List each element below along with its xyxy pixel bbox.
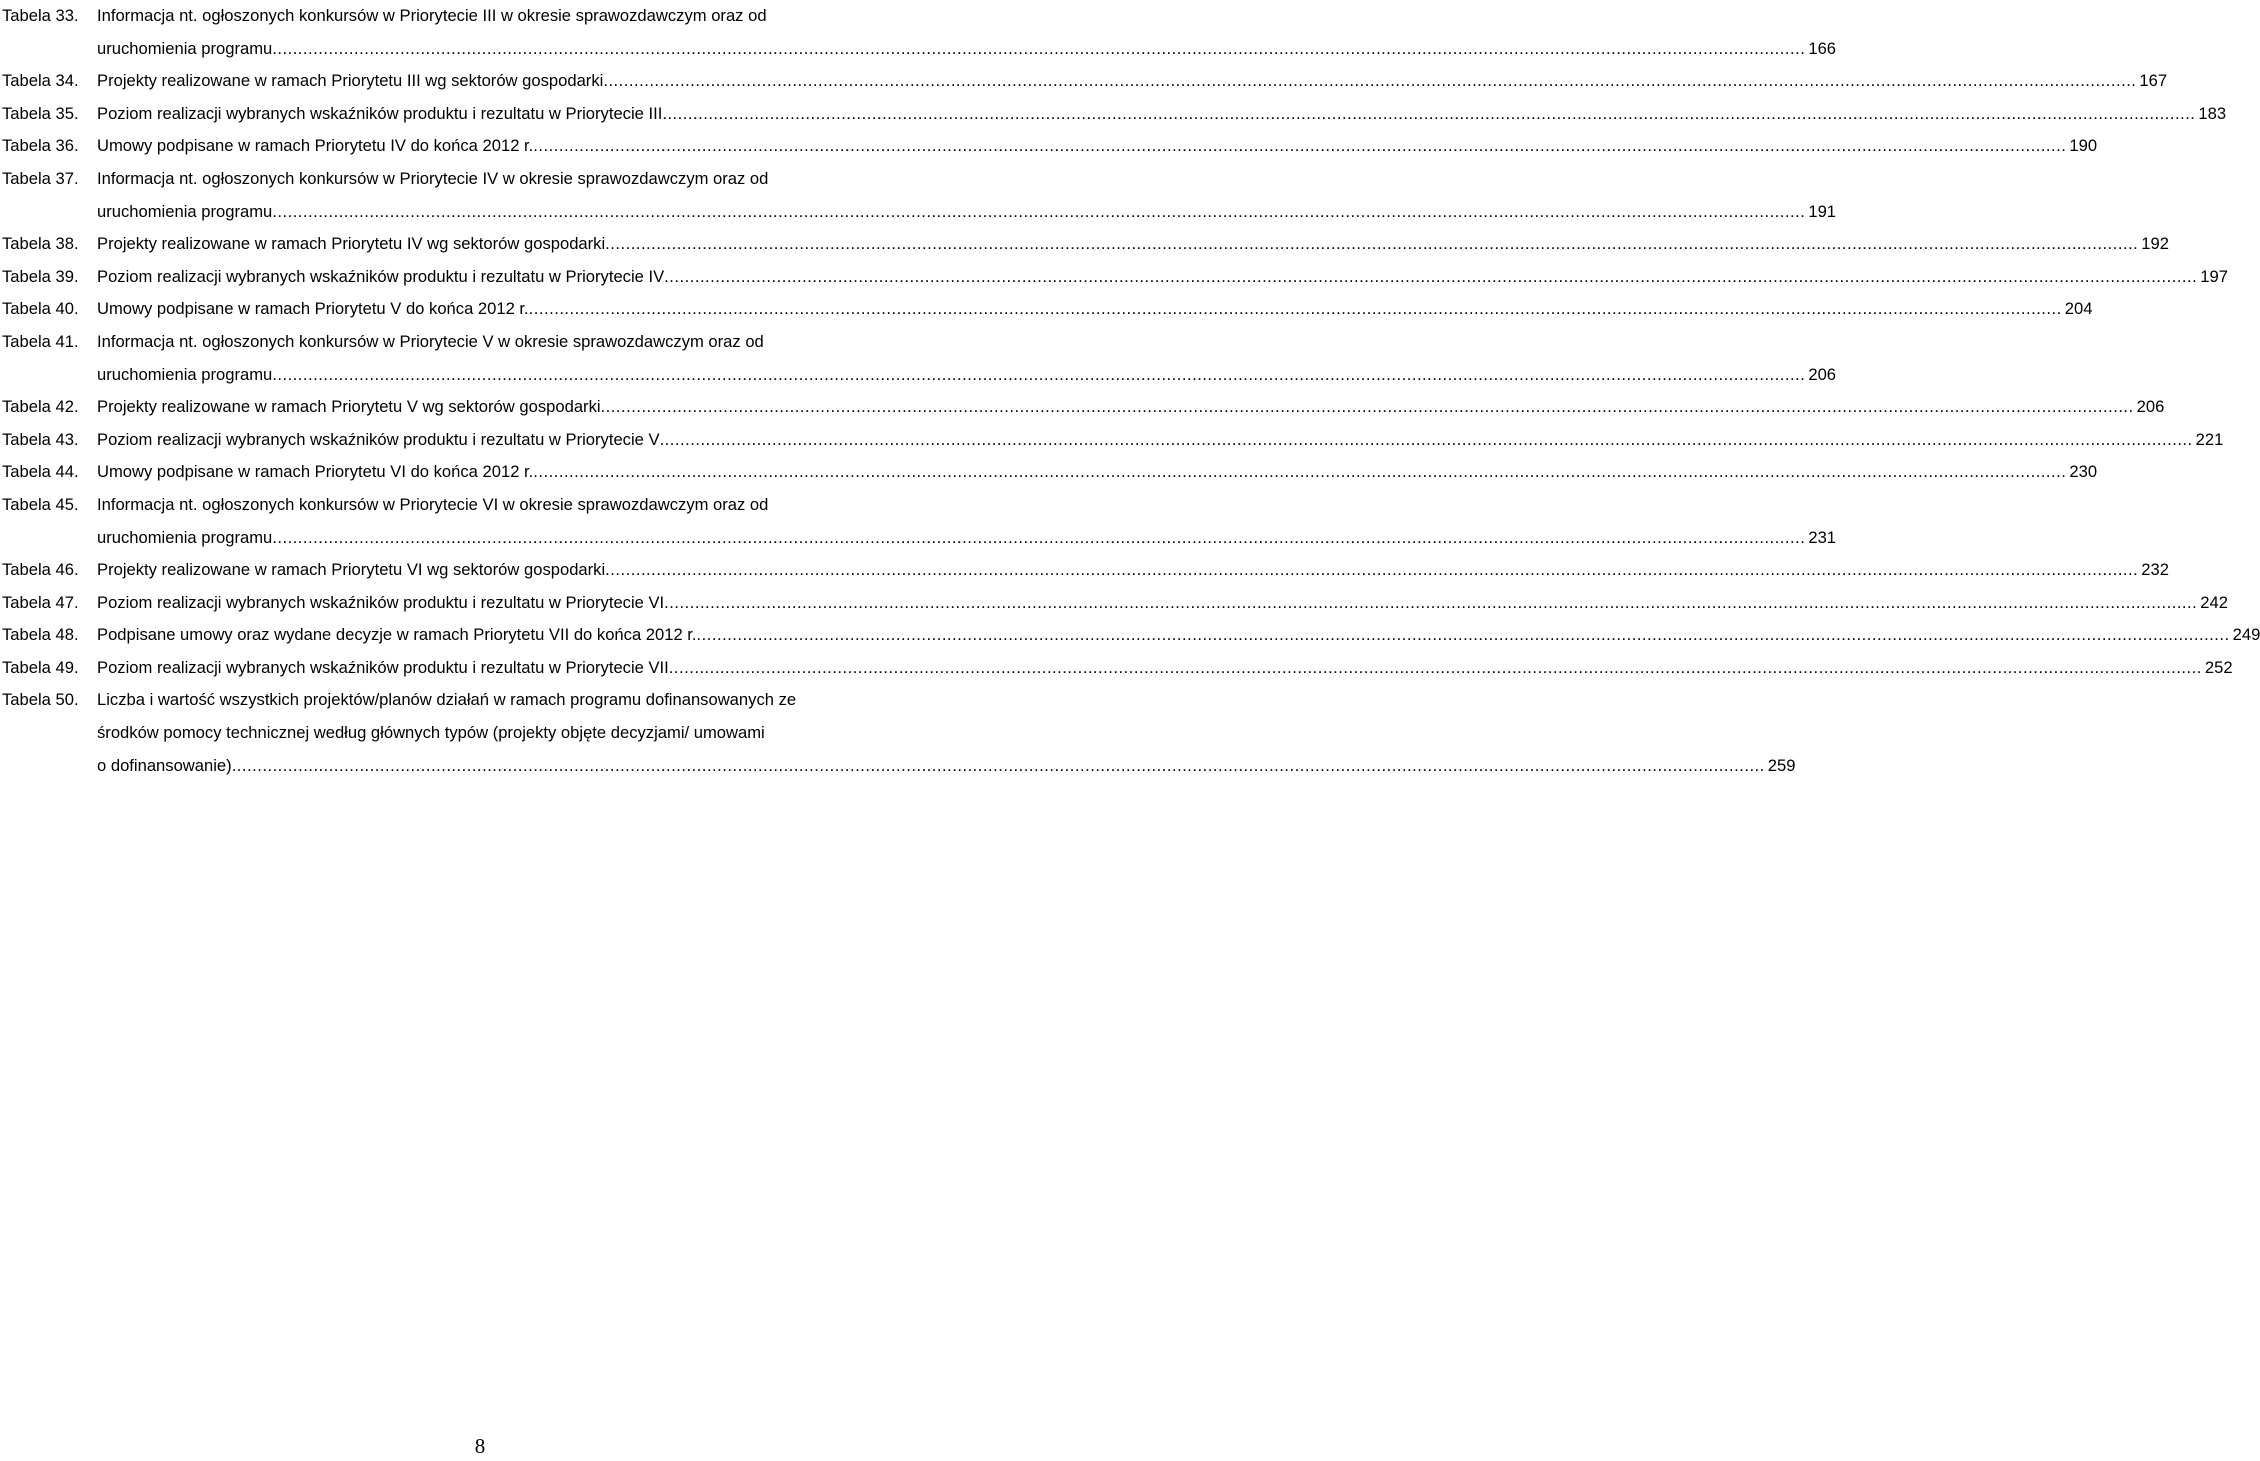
toc-entry-title xyxy=(97,261,2228,294)
toc-entry-title xyxy=(97,98,2227,131)
toc-entry-title xyxy=(97,424,2224,457)
toc-entry-title xyxy=(97,489,1837,554)
toc-entry[interactable] xyxy=(0,587,2228,620)
toc-entry-title-line: Poziom realizacji wybranych wskaźników produktu i rezultatu w Priorytecie IV xyxy=(97,266,665,286)
toc-entry-label: Tabela 36. xyxy=(2,136,79,156)
toc-entry-last-line xyxy=(97,130,2098,163)
toc-entry-title xyxy=(97,228,2169,261)
toc-entry-label: Tabela 38. xyxy=(2,234,79,254)
toc-entry-title-line: Projekty realizowane w ramach Priorytetu IV wg sektorów gospodarki xyxy=(97,234,606,254)
dot-leader: ............................................................................................................................................................................................................................................................................................................ xyxy=(533,136,2067,156)
toc-entry[interactable] xyxy=(0,652,2233,685)
toc-entry[interactable] xyxy=(0,489,1837,554)
toc-entry[interactable] xyxy=(0,424,2224,457)
toc-entry-title xyxy=(97,326,1837,391)
toc-entry-title-line: Poziom realizacji wybranych wskaźników produktu i rezultatu w Priorytecie VI xyxy=(97,592,665,612)
dot-leader: ............................................................................................................................................................................................................................................................................................................ xyxy=(528,299,2062,319)
toc-entry[interactable] xyxy=(0,326,1837,391)
toc-entry-last-line xyxy=(97,554,2169,587)
dot-leader: ............................................................................................................................................................................................................................................................................................................ xyxy=(605,560,2139,580)
toc-entry-title xyxy=(97,130,2098,163)
toc-entry[interactable] xyxy=(0,456,2098,489)
toc-entry-title-line: Projekty realizowane w ramach Priorytetu VI wg sektorów gospodarki xyxy=(97,560,606,580)
toc-entry-last-line xyxy=(97,65,2168,98)
toc-entry-page-number: 206 xyxy=(2136,397,2165,417)
toc-entry-page-number: 242 xyxy=(2200,592,2228,612)
toc-entry-title xyxy=(97,293,2093,326)
toc-entry-last-line xyxy=(97,293,2093,326)
toc-entry[interactable] xyxy=(0,261,2228,294)
toc-entry-title-line: uruchomienia programu xyxy=(97,201,273,221)
toc-entry-page-number: 259 xyxy=(1767,755,1796,775)
toc-entry-page-number: 231 xyxy=(1808,527,1837,547)
toc-entry-title-line: uruchomienia programu xyxy=(97,527,273,547)
toc-entry-label: Tabela 45. xyxy=(2,494,79,514)
toc-entry-title xyxy=(97,163,1837,228)
toc-entry-last-line xyxy=(97,391,2165,424)
dot-leader: ............................................................................................................................................................................................................................................................................................................ xyxy=(605,234,2139,254)
toc-entry-label: Tabela 44. xyxy=(2,462,79,482)
toc-entry-page-number: 192 xyxy=(2141,234,2169,254)
dot-leader: ............................................................................................................................................................................................................................................................................................................ xyxy=(272,201,1806,221)
dot-leader: ............................................................................................................................................................................................................................................................................................................ xyxy=(664,592,2198,612)
toc-entry-page-number: 230 xyxy=(2069,462,2098,482)
toc-entry-last-line xyxy=(97,196,1837,229)
toc-entry-title-line: Poziom realizacji wybranych wskaźników produktu i rezultatu w Priorytecie VII xyxy=(97,657,669,677)
dot-leader: ............................................................................................................................................................................................................................................................................................................ xyxy=(664,266,2198,286)
toc-entry-last-line xyxy=(97,619,2260,652)
dot-leader: ............................................................................................................................................................................................................................................................................................................ xyxy=(533,462,2067,482)
toc-entry-last-line xyxy=(97,98,2227,131)
toc-entry-title xyxy=(97,652,2233,685)
toc-entry-page-number: 221 xyxy=(2195,429,2224,449)
toc-entry-page-number: 197 xyxy=(2200,266,2228,286)
dot-leader: ............................................................................................................................................................................................................................................................................................................ xyxy=(662,103,2196,123)
dot-leader: ............................................................................................................................................................................................................................................................................................................ xyxy=(696,625,2230,645)
toc-entry[interactable] xyxy=(0,228,2169,261)
toc-entry-label: Tabela 34. xyxy=(2,71,79,91)
toc-entry-page-number: 206 xyxy=(1808,364,1837,384)
toc-entry-title-line: Umowy podpisane w ramach Priorytetu VI do końca 2012 r. xyxy=(97,462,534,482)
toc-entry-last-line xyxy=(97,228,2169,261)
toc-entry-last-line xyxy=(97,456,2098,489)
toc-entry-page-number: 232 xyxy=(2141,560,2169,580)
toc-entry-last-line xyxy=(97,424,2224,457)
dot-leader: ............................................................................................................................................................................................................................................................................................................ xyxy=(603,71,2137,91)
toc-entry[interactable] xyxy=(0,98,2227,131)
toc-entry-title xyxy=(97,619,2260,652)
toc-entry-last-line xyxy=(97,359,1837,392)
toc-entry-last-line xyxy=(97,522,1837,555)
toc-entry[interactable] xyxy=(0,684,1796,782)
toc-entry-label: Tabela 49. xyxy=(2,657,79,677)
toc-entry[interactable] xyxy=(0,163,1837,228)
toc-entry-label: Tabela 42. xyxy=(2,397,79,417)
toc-entry-title-line: Informacja nt. ogłoszonych konkursów w Priorytecie V w okresie sprawozdawczym oraz od xyxy=(97,331,764,351)
toc-entry-label: Tabela 33. xyxy=(2,6,79,25)
toc-entry-label: Tabela 50. xyxy=(2,690,79,710)
toc-entry-page-number: 204 xyxy=(2064,299,2093,319)
toc-entry[interactable] xyxy=(0,0,1837,65)
toc-entry-page-number: 191 xyxy=(1808,201,1837,221)
toc-entry[interactable] xyxy=(0,293,2093,326)
toc-entry-title-line: Podpisane umowy oraz wydane decyzje w ramach Priorytetu VII do końca 2012 r. xyxy=(97,625,697,645)
dot-leader: ............................................................................................................................................................................................................................................................................................................ xyxy=(272,38,1806,58)
toc-entry-title xyxy=(97,587,2228,620)
dot-leader: ............................................................................................................................................................................................................................................................................................................ xyxy=(668,657,2202,677)
toc-entry-title-line: Informacja nt. ogłoszonych konkursów w Priorytecie VI w okresie sprawozdawczym oraz od xyxy=(97,494,769,514)
toc-entry-page-number: 166 xyxy=(1808,38,1837,58)
toc-entry-label: Tabela 46. xyxy=(2,560,79,580)
dot-leader: ............................................................................................................................................................................................................................................................................................................ xyxy=(272,527,1806,547)
toc-entry-title xyxy=(97,684,1796,782)
toc-entry-label: Tabela 48. xyxy=(2,625,79,645)
toc-entry-label: Tabela 41. xyxy=(2,331,79,351)
toc-entry-label: Tabela 37. xyxy=(2,168,79,188)
toc-entry-last-line xyxy=(97,652,2233,685)
toc-entry-last-line xyxy=(97,750,1796,783)
toc-entry-label: Tabela 47. xyxy=(2,592,79,612)
toc-entry-title xyxy=(97,391,2165,424)
toc-entry-page-number: 183 xyxy=(2198,103,2227,123)
toc-entry-label: Tabela 40. xyxy=(2,299,79,319)
toc-entry-label: Tabela 43. xyxy=(2,429,79,449)
toc-entry[interactable] xyxy=(0,130,2098,163)
toc-entry-title-line: Liczba i wartość wszystkich projektów/planów działań w ramach programu dofinansowanych ze xyxy=(97,690,797,710)
toc-entry[interactable] xyxy=(0,554,2169,587)
dot-leader: ............................................................................................................................................................................................................................................................................................................ xyxy=(272,364,1806,384)
page-number: 8 xyxy=(474,1434,486,1458)
toc-entry-label: Tabela 35. xyxy=(2,103,79,123)
toc-entry-page-number: 249 xyxy=(2232,625,2260,645)
toc-entry[interactable] xyxy=(0,619,2260,652)
toc-entry-page-number: 190 xyxy=(2069,136,2098,156)
toc-entry-title-line: Umowy podpisane w ramach Priorytetu IV do końca 2012 r. xyxy=(97,136,534,156)
toc-entry-title-line: Projekty realizowane w ramach Priorytetu V wg sektorów gospodarki xyxy=(97,397,601,417)
toc-entry-title xyxy=(97,65,2168,98)
toc-entry[interactable] xyxy=(0,65,2168,98)
toc-entry-page-number: 252 xyxy=(2204,657,2233,677)
toc-entry-last-line xyxy=(97,261,2228,294)
toc-entry-title-line: Projekty realizowane w ramach Priorytetu III wg sektorów gospodarki xyxy=(97,71,604,91)
dot-leader: ............................................................................................................................................................................................................................................................................................................ xyxy=(600,397,2134,417)
toc-entry-title-line: uruchomienia programu xyxy=(97,364,273,384)
toc-entry[interactable] xyxy=(0,391,2165,424)
toc-entry-title xyxy=(97,456,2098,489)
dot-leader: ............................................................................................................................................................................................................................................................................................................ xyxy=(659,429,2193,449)
toc-entry-title-line: Poziom realizacji wybranych wskaźników produktu i rezultatu w Priorytecie III xyxy=(97,103,663,123)
toc-entry-last-line xyxy=(97,33,1837,66)
toc-entry-title-line: środków pomocy technicznej według głównych typów (projekty objęte decyzjami/ umowami xyxy=(97,723,765,743)
toc-entry-title-line: Informacja nt. ogłoszonych konkursów w Priorytecie IV w okresie sprawozdawczym oraz od xyxy=(97,168,769,188)
dot-leader: ............................................................................................................................................................................................................................................................................................................ xyxy=(231,755,1765,775)
toc-entry-last-line xyxy=(97,587,2228,620)
toc-entry-title xyxy=(97,0,1837,65)
toc-entry-title-line: o dofinansowanie) xyxy=(97,755,232,775)
toc-entry-title-line: uruchomienia programu xyxy=(97,38,273,58)
toc-entry-title-line: Poziom realizacji wybranych wskaźników produktu i rezultatu w Priorytecie V xyxy=(97,429,660,449)
toc-entry-page-number: 167 xyxy=(2139,71,2168,91)
toc-entry-title-line: Umowy podpisane w ramach Priorytetu V do końca 2012 r. xyxy=(97,299,529,319)
toc-entry-title xyxy=(97,554,2169,587)
toc-entry-label: Tabela 39. xyxy=(2,266,79,286)
toc-entry-title-line: Informacja nt. ogłoszonych konkursów w Priorytecie III w okresie sprawozdawczym oraz od xyxy=(97,6,767,25)
